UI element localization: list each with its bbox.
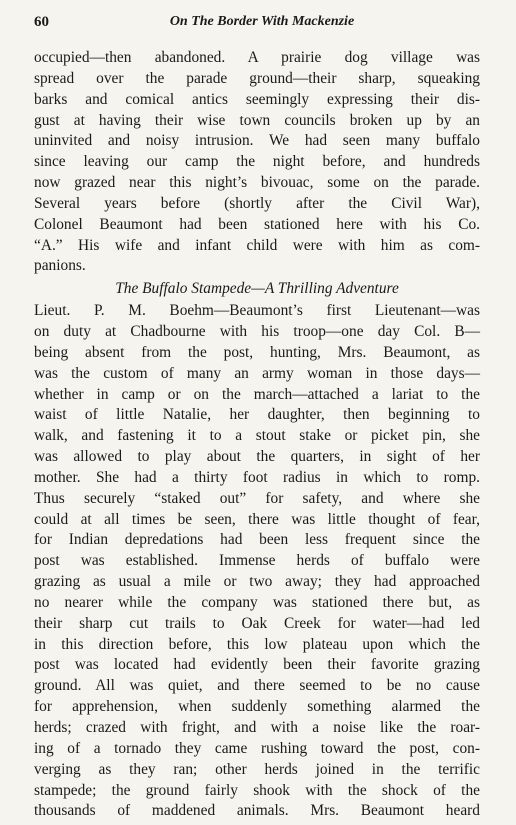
text-line: uninvited and noisy intrusion. We had seen many buffalo xyxy=(34,132,480,150)
text-line: since leaving our camp the night before, and hundreds xyxy=(34,153,480,171)
text-line: being absent from the post, hunting, Mrs. Beaumont, as xyxy=(34,343,480,361)
text-line: post was established. Immense herds of buffalo were xyxy=(34,552,480,570)
text-line: Several years before (shortly after the Civil War), xyxy=(34,194,480,212)
text-line: in this direction before, this low plateau upon which the xyxy=(34,635,480,653)
text-line: Colonel Beaumont had been stationed here with his Co. xyxy=(34,215,480,233)
text-line: ground. All was quiet, and there seemed to be no cause xyxy=(34,677,480,695)
text-line: thousands of maddened animals. Mrs. Beaumont heard xyxy=(34,802,480,820)
text-line: spread over the parade ground—their sharp, squeaking xyxy=(34,69,480,87)
text-line: for apprehension, when suddenly something alarmed the xyxy=(34,698,480,716)
text-line: now grazed near this night’s bivouac, some on the parade. xyxy=(34,174,480,192)
page-header xyxy=(34,14,490,34)
paragraph-1 xyxy=(34,48,480,277)
text-line: panions. xyxy=(34,257,86,275)
running-title: On The Border With Mackenzie xyxy=(169,14,355,29)
text-line: grazing as usual a mile or two away; they had approached xyxy=(34,573,480,591)
text-line: their sharp cut trails to Oak Creek for water—had led xyxy=(34,614,480,632)
text-line: occupied—then abandoned. A prairie dog village was xyxy=(34,49,480,66)
text-line: barks and comical antics seemingly expressing their dis- xyxy=(34,90,480,108)
text-line: on duty at Chadbourne with his troop—one day Col. B— xyxy=(34,322,480,340)
text-line: was allowed to play about the quarters, in sight of her xyxy=(34,448,480,466)
text-line: “A.” His wife and infant child were with him as com- xyxy=(34,236,480,254)
text-line: for Indian depredations had been less frequent since the xyxy=(34,531,480,549)
text-line: Lieut. P. M. Boehm—Beaumont’s first Lieutenant—was xyxy=(34,302,480,320)
section-heading: The Buffalo Stampede—A Thrilling Adventure xyxy=(115,280,399,298)
page-body xyxy=(34,48,480,822)
text-line: was the custom of many an army woman in those days— xyxy=(34,364,480,382)
text-line: mother. She had a thirty foot radius in which to romp. xyxy=(34,468,480,486)
text-line: whether in camp or on the march—attached a lariat to the xyxy=(34,385,480,403)
text-line: ing of a tornado they came rushing toward the post, con- xyxy=(34,739,480,757)
text-line: Thus securely “staked out” for safety, and where she xyxy=(34,489,480,507)
text-line: verging as they ran; other herds joined in the terrific xyxy=(34,760,480,778)
text-line: gust at having their wise town councils broken up by an xyxy=(34,111,480,129)
text-line: post was located had evidently been their favorite grazing xyxy=(34,656,480,674)
text-line: stampede; the ground fairly shook with the shock of the xyxy=(34,781,480,799)
text-line: waist of little Natalie, her daughter, then beginning to xyxy=(34,406,480,424)
paragraph-2 xyxy=(34,301,480,822)
page-number: 60 xyxy=(34,14,49,30)
text-line: walk, and fastening it to a stout stake or picket pin, she xyxy=(34,427,480,445)
text-line: no nearer while the company was stationed there but, as xyxy=(34,593,480,611)
text-line: could at all times be seen, there was little thought of fear, xyxy=(34,510,480,528)
text-line: herds; crazed with fright, and with a noise like the roar- xyxy=(34,719,480,736)
